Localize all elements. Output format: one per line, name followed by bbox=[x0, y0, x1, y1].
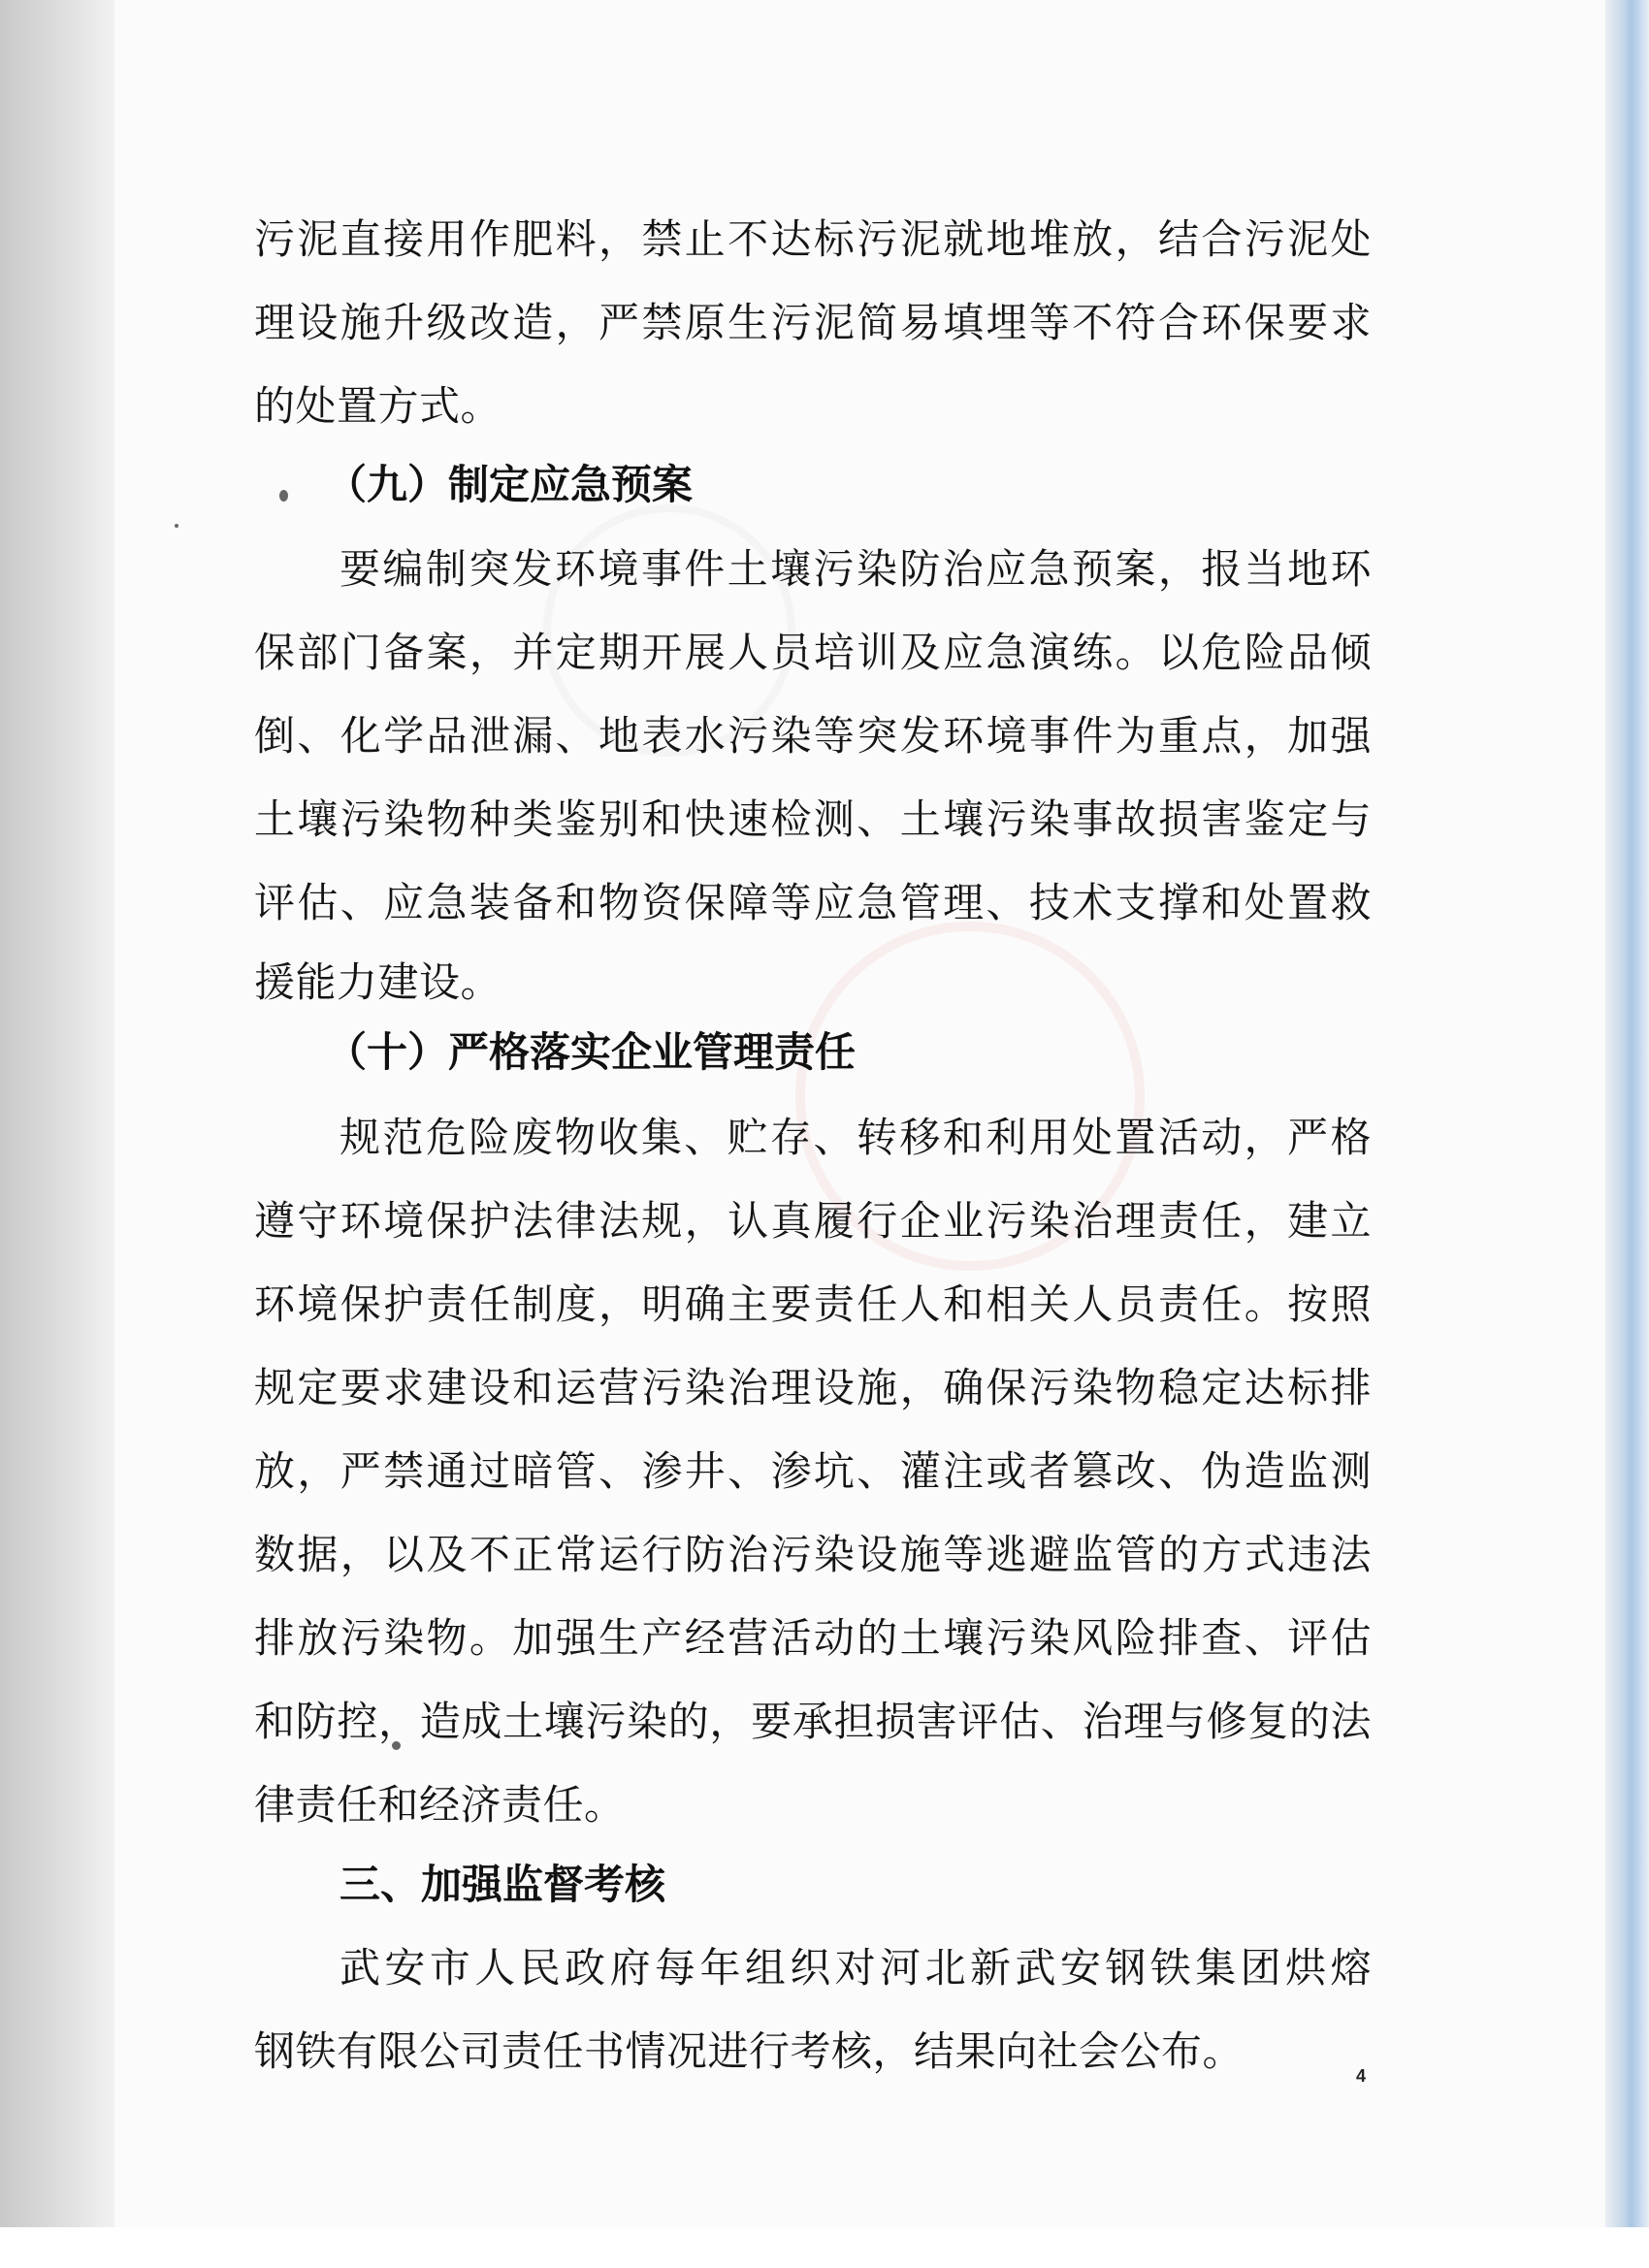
section-3-line: 钢铁有限公司责任书情况进行考核，结果向社会公布。 bbox=[254, 2027, 1245, 2075]
scan-speck bbox=[279, 490, 288, 502]
section-10-line: 放，严禁通过暗管、渗井、渗坑、灌注或者篡改、伪造监测 bbox=[254, 1447, 1372, 1495]
section-9-line: 倒、化学品泄漏、地表水污染等突发环境事件为重点，加强 bbox=[254, 712, 1372, 760]
section-3-heading: 三、加强监督考核 bbox=[340, 1861, 666, 1908]
section-10-line: 规定要求建设和运营污染治理设施，确保污染物稳定达标排 bbox=[254, 1364, 1372, 1411]
section-10-line: 规范危险废物收集、贮存、转移和利用处置活动，严格 bbox=[340, 1114, 1372, 1161]
section-10-line: 数据，以及不正常运行防治污染设施等逃避监管的方式违法 bbox=[254, 1531, 1372, 1578]
scan-bottom-margin bbox=[0, 2227, 1649, 2268]
section-9-line: 保部门备案，并定期开展人员培训及应急演练。以危险品倾 bbox=[254, 629, 1372, 676]
section-3-line: 武安市人民政府每年组织对河北新武安钢铁集团烘熔 bbox=[340, 1944, 1372, 1992]
section-9-line: 评估、应急装备和物资保障等应急管理、技术支撑和处置救 bbox=[254, 879, 1372, 926]
section-10-line: 遵守环境保护法律法规，认真履行企业污染治理责任，建立 bbox=[254, 1197, 1372, 1245]
section-10-line: 环境保护责任制度，明确主要责任人和相关人员责任。按照 bbox=[254, 1280, 1372, 1328]
section-9-line: 援能力建设。 bbox=[254, 958, 502, 1006]
intro-line: 的处置方式。 bbox=[254, 382, 502, 430]
section-10-line: 和防控，造成土壤污染的，要承担损害评估、治理与修复的法 bbox=[254, 1698, 1372, 1745]
scan-speck bbox=[175, 524, 178, 528]
section-9-line: 土壤污染物种类鉴别和快速检测、土壤污染事故损害鉴定与 bbox=[254, 795, 1372, 843]
page-number: 4 bbox=[1356, 2066, 1367, 2086]
scan-left-shadow bbox=[0, 0, 114, 2268]
scan-right-edge bbox=[1605, 0, 1649, 2268]
section-10-heading: （十）严格落实企业管理责任 bbox=[326, 1028, 857, 1076]
section-10-line: 排放污染物。加强生产经营活动的土壤污染风险排查、评估 bbox=[254, 1614, 1372, 1662]
intro-line: 污泥直接用作肥料，禁止不达标污泥就地堆放，结合污泥处 bbox=[254, 215, 1372, 263]
section-9-line: 要编制突发环境事件土壤污染防治应急预案，报当地环 bbox=[340, 545, 1372, 593]
section-10-line: 律责任和经济责任。 bbox=[254, 1781, 626, 1829]
intro-line: 理设施升级改造，严禁原生污泥简易填埋等不符合环保要求 bbox=[254, 299, 1372, 346]
section-9-heading: （九）制定应急预案 bbox=[326, 461, 694, 508]
